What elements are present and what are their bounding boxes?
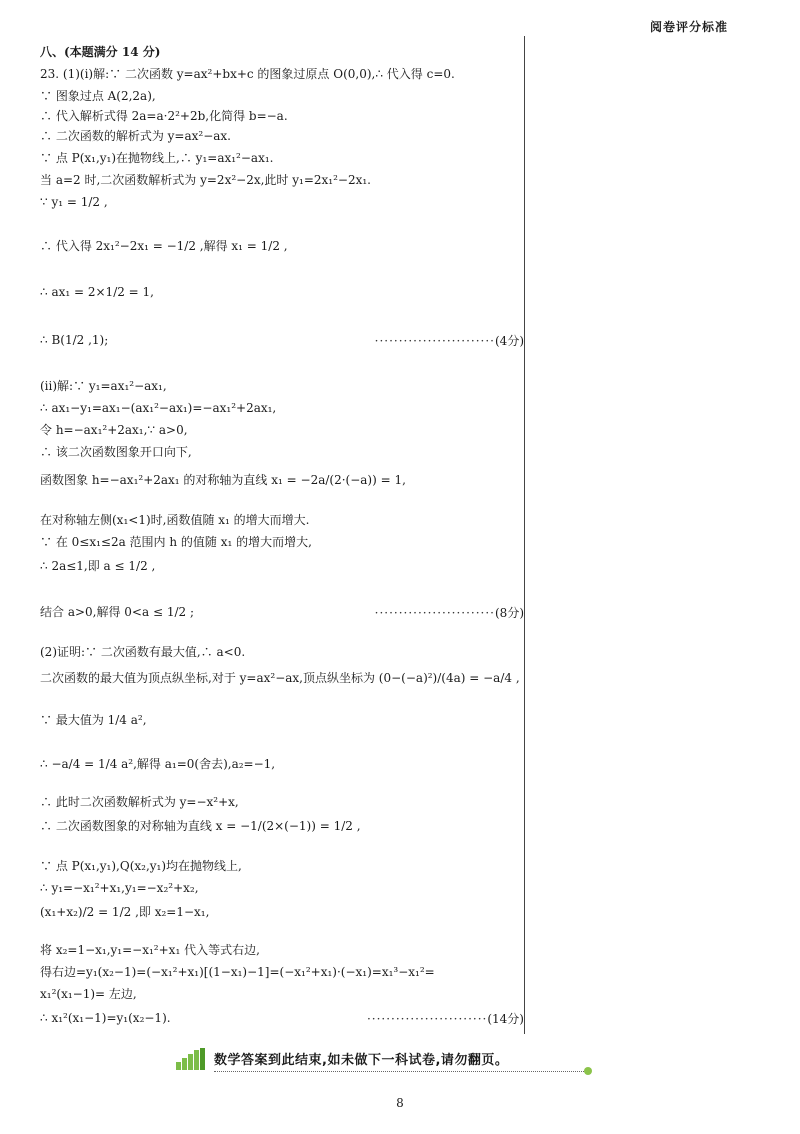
page-number: 8 bbox=[396, 1096, 404, 1110]
line-text: ∵ 在 0≤x₁≤2a 范围内 h 的值随 x₁ 的增大而增大, bbox=[40, 535, 312, 549]
score-mark bbox=[375, 332, 524, 349]
solution-line bbox=[40, 284, 154, 300]
solution-line bbox=[40, 712, 147, 728]
score-text: (14分) bbox=[487, 1012, 524, 1026]
solution-line bbox=[40, 150, 273, 166]
solution-line bbox=[40, 108, 288, 124]
leader-dots: ························· bbox=[374, 606, 495, 620]
solution-line bbox=[40, 670, 520, 686]
line-text: ∴ 代入解析式得 2a=a·2²+2b,化简得 b=−a. bbox=[40, 109, 288, 123]
line-text: ∴ ax₁−y₁=ax₁−(ax₁²−ax₁)=−ax₁²+2ax₁, bbox=[40, 401, 277, 415]
line-text: ∴ 此时二次函数解析式为 y=−x²+x, bbox=[40, 795, 239, 809]
solution-line bbox=[40, 88, 156, 104]
dotted-underline bbox=[214, 1071, 586, 1072]
line-text: 23. (1)(i)解:∵ 二次函数 y=ax²+bx+c 的图象过原点 O(0,0),∴ 代入得 c=0. bbox=[40, 67, 455, 81]
solution-line bbox=[40, 194, 108, 210]
leader-dots: ························· bbox=[374, 334, 495, 348]
line-text: 将 x₂=1−x₁,y₁=−x₁²+x₁ 代入等式右边, bbox=[40, 943, 260, 957]
line-text: ∴ ax₁ = 2×1/2 = 1, bbox=[40, 285, 154, 299]
solution-line bbox=[40, 332, 108, 348]
line-text: 在对称轴左侧(x₁<1)时,函数值随 x₁ 的增大而增大. bbox=[40, 513, 310, 527]
solution-line bbox=[40, 1010, 171, 1026]
line-text: ∵ 最大值为 1/4 a², bbox=[40, 713, 147, 727]
solution-line bbox=[40, 986, 137, 1002]
solution-line bbox=[40, 444, 192, 460]
line-text: ∵ y₁ = 1/2 , bbox=[40, 195, 108, 209]
solution-line bbox=[40, 422, 188, 438]
line-text: (2)证明:∵ 二次函数有最大值,∴ a<0. bbox=[40, 645, 246, 659]
solution-line bbox=[40, 818, 361, 834]
bar-chart-icon bbox=[176, 1048, 206, 1070]
score-mark bbox=[367, 1010, 524, 1027]
end-notice bbox=[176, 1044, 596, 1074]
solution-line bbox=[40, 238, 288, 254]
line-text: ∴ B(1/2 ,1); bbox=[40, 333, 109, 347]
line-text: (ii)解:∵ y₁=ax₁²−ax₁, bbox=[40, 379, 167, 393]
line-text: 二次函数的最大值为顶点纵坐标,对于 y=ax²−ax,顶点纵坐标为 (0−(−a)²)/(4a) = −a/4 , bbox=[40, 671, 520, 685]
line-text: ∵ 点 P(x₁,y₁),Q(x₂,y₁)均在抛物线上, bbox=[40, 859, 242, 873]
solution-line bbox=[40, 942, 260, 958]
solution-line bbox=[40, 604, 194, 620]
solution-line bbox=[40, 558, 155, 574]
line-text: 结合 a>0,解得 0<a ≤ 1/2 ; bbox=[40, 605, 194, 619]
line-text: ∵ 点 P(x₁,y₁)在抛物线上,∴ y₁=ax₁²−ax₁. bbox=[40, 151, 274, 165]
leader-dots: ························· bbox=[366, 1012, 488, 1026]
line-text: ∵ 图象过点 A(2,2a), bbox=[40, 89, 156, 103]
line-text: x₁²(x₁−1)= 左边, bbox=[40, 987, 137, 1001]
line-text: ∴ 二次函数的解析式为 y=ax²−ax. bbox=[40, 129, 231, 143]
solution-line bbox=[40, 756, 275, 772]
solution-line bbox=[40, 66, 455, 82]
solution-line bbox=[40, 378, 167, 394]
margin-line bbox=[524, 36, 525, 1034]
line-text: (x₁+x₂)/2 = 1/2 ,即 x₂=1−x₁, bbox=[40, 905, 210, 919]
solution-line bbox=[40, 794, 239, 810]
solution-line bbox=[40, 400, 276, 416]
line-text: ∴ x₁²(x₁−1)=y₁(x₂−1). bbox=[40, 1011, 171, 1025]
score-text: (8分) bbox=[495, 606, 524, 620]
line-text: ∴ y₁=−x₁²+x₁,y₁=−x₂²+x₂, bbox=[40, 881, 199, 895]
end-notice-text: 数学答案到此结束,如未做下一科试卷,请勿翻页。 bbox=[214, 1053, 509, 1068]
line-text: ∴ 该二次函数图象开口向下, bbox=[40, 445, 192, 459]
line-text: 八、(本题满分 14 分) bbox=[40, 45, 161, 59]
solution-line bbox=[40, 534, 312, 550]
line-text: 当 a=2 时,二次函数解析式为 y=2x²−2x,此时 y₁=2x₁²−2x₁. bbox=[40, 173, 371, 187]
solution-line bbox=[40, 512, 309, 528]
header-tag: 阅卷评分标准 bbox=[649, 20, 728, 34]
line-text: ∴ 2a≤1,即 a ≤ 1/2 , bbox=[40, 559, 156, 573]
solution-line bbox=[40, 472, 406, 488]
dot-icon bbox=[584, 1067, 592, 1075]
line-text: 得右边=y₁(x₂−1)=(−x₁²+x₁)[(1−x₁)−1]=(−x₁²+x₁)·(−x₁)=x₁³−x₁²= bbox=[40, 965, 435, 979]
score-text: (4分) bbox=[495, 334, 524, 348]
solution-line bbox=[40, 880, 199, 896]
solution-line bbox=[40, 172, 371, 188]
line-text: 令 h=−ax₁²+2ax₁,∵ a>0, bbox=[40, 423, 188, 437]
solution-line bbox=[40, 44, 160, 60]
line-text: ∴ 代入得 2x₁²−2x₁ = −1/2 ,解得 x₁ = 1/2 , bbox=[40, 239, 288, 253]
line-text: ∴ −a/4 = 1/4 a²,解得 a₁=0(舍去),a₂=−1, bbox=[40, 757, 276, 771]
solution-line bbox=[40, 644, 245, 660]
line-text: 函数图象 h=−ax₁²+2ax₁ 的对称轴为直线 x₁ = −2a/(2·(−a)) = 1, bbox=[40, 473, 406, 487]
solution-line bbox=[40, 964, 435, 980]
line-text: ∴ 二次函数图象的对称轴为直线 x = −1/(2×(−1)) = 1/2 , bbox=[40, 819, 361, 833]
solution-line bbox=[40, 858, 242, 874]
score-mark bbox=[375, 604, 524, 621]
solution-line bbox=[40, 128, 231, 144]
solution-line bbox=[40, 904, 209, 920]
